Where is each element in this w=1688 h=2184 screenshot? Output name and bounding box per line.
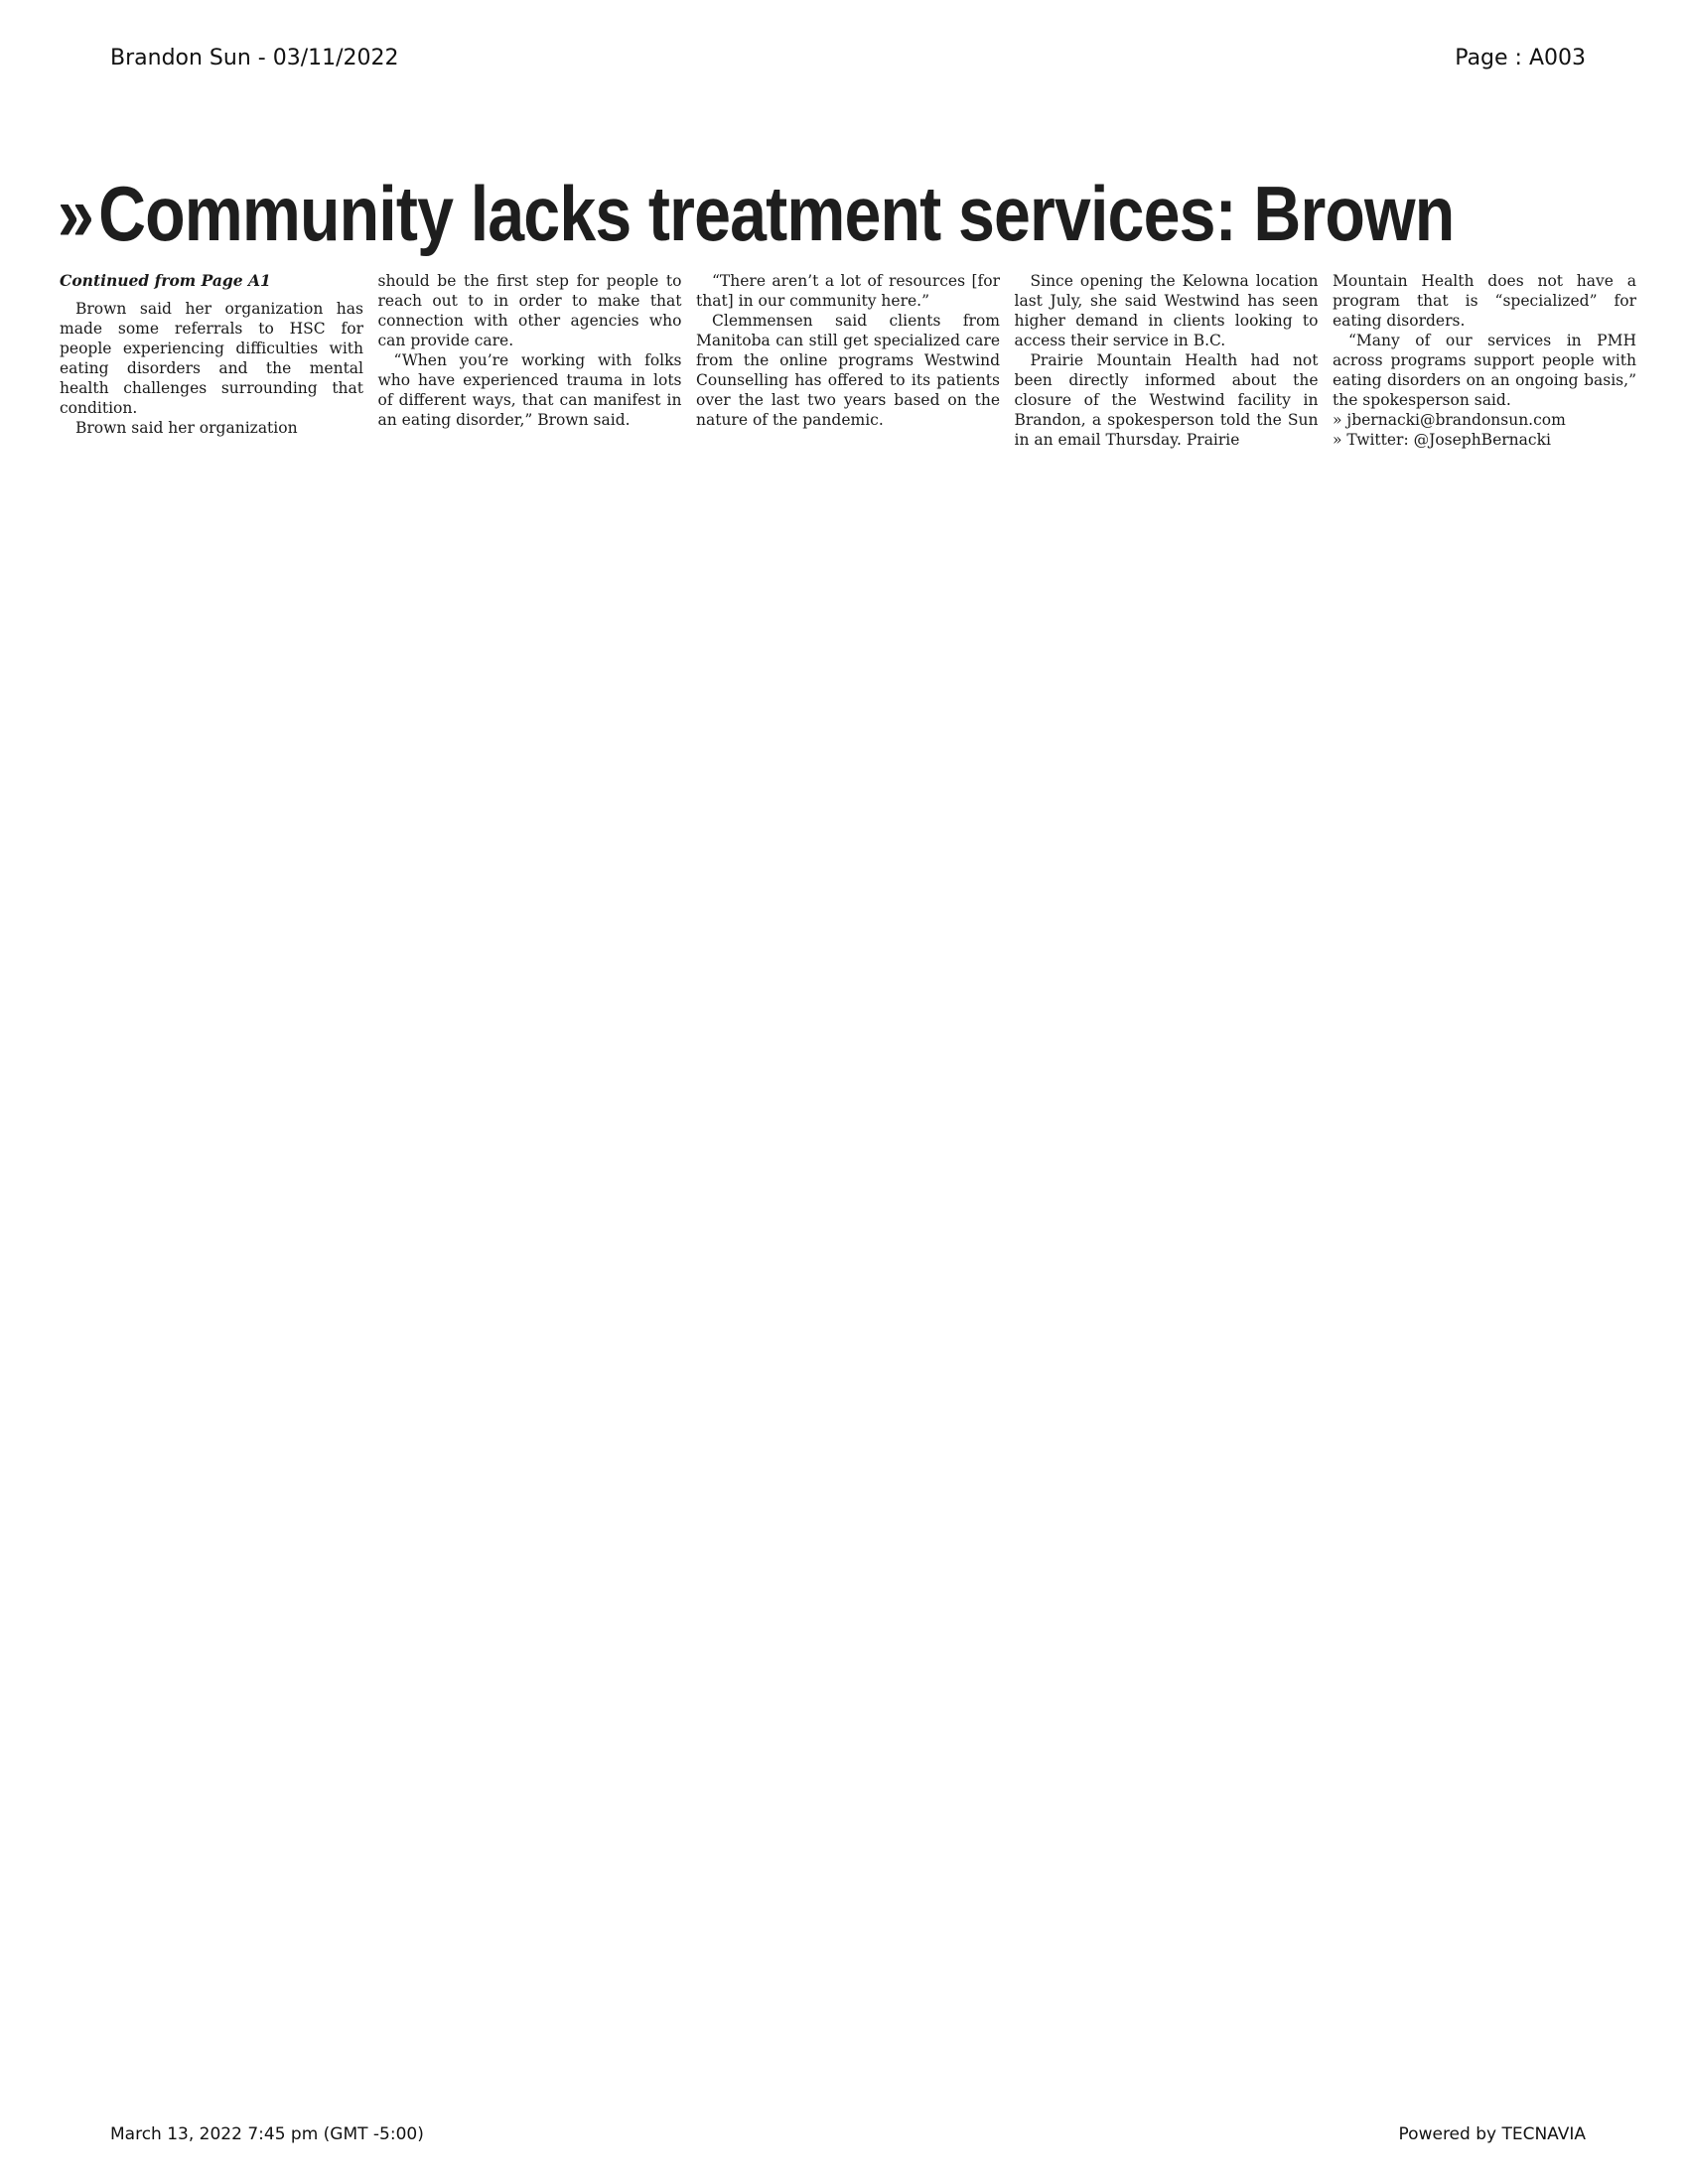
publication-date: Brandon Sun - 03/11/2022 [110,46,399,70]
paragraph: Clemmensen said clients from Manitoba can still get specialized care from the online programs Westwind Counselling has offered to its patients over the last two years based on the nature of the pandemic. [696,312,1000,429]
paragraph: “When you’re working with folks who have experienced trauma in lots of different ways, that can manifest in an eating disorder,” Brown said. [377,351,682,429]
author-email: » jbernacki@brandonsun.com [1333,411,1566,429]
article-column-2 [378,271,682,450]
paragraph: “There aren’t a lot of resources [for that] in our community here.” [696,272,1000,310]
headline [58,167,1455,260]
article-column-4 [1015,271,1319,450]
headline-text: Community lacks treatment services: Brown [98,170,1455,257]
print-timestamp: March 13, 2022 7:45 pm (GMT -5:00) [110,2124,424,2144]
continued-from-label: Continued from Page A1 [60,271,271,290]
page-number: Page : A003 [1455,46,1586,70]
paragraph: “Many of our services in PMH across programs support people with eating disorders on an ongoing basis,” the spokesperson said. [1333,332,1636,409]
article-body [60,271,1636,450]
article-column-1 [60,271,363,450]
author-twitter: » Twitter: @JosephBernacki [1333,431,1551,449]
paragraph: should be the first step for people to reach out to in order to make that connection with other agencies who can provide care. [377,272,682,349]
paragraph: Since opening the Kelowna location last July, she said Westwind has seen higher demand in clients looking to access their service in B.C. [1014,272,1319,349]
paragraph: Mountain Health does not have a program that is “specialized” for eating disorders. [1333,272,1636,330]
article-column-5 [1333,271,1636,450]
paragraph: Brown said her organization has made some referrals to HSC for people experiencing difficulties with eating disorders and the mental health challenges surrounding that condition. [60,300,363,417]
paragraph: Prairie Mountain Health had not been directly informed about the closure of the Westwind facility in Brandon, a spokesperson told the Sun in an email Thursday. Prairie [1014,351,1319,449]
powered-by-label: Powered by TECNAVIA [1398,2124,1586,2144]
article-column-3 [696,271,1000,450]
paragraph: Brown said her organization [75,419,298,437]
chevron-marker-icon: » [58,170,94,257]
